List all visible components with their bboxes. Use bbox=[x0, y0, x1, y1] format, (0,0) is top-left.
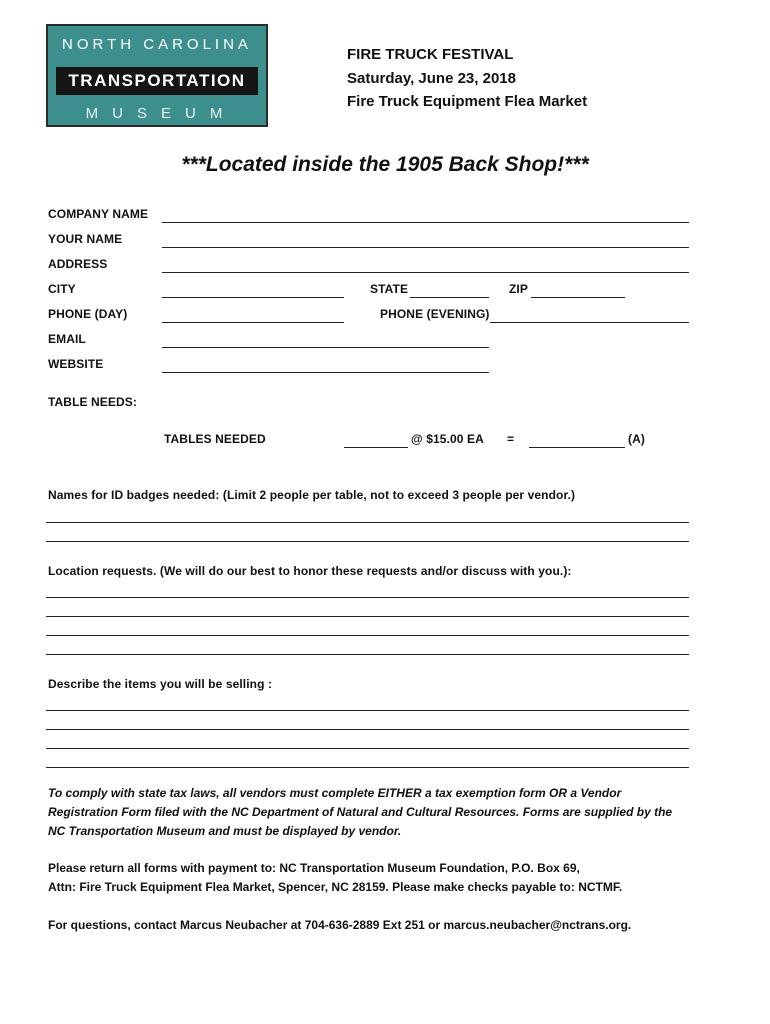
tables-needed-label: TABLES NEEDED bbox=[164, 432, 266, 446]
table-needs-heading: TABLE NEEDS: bbox=[48, 395, 137, 409]
location-line-2[interactable] bbox=[46, 600, 689, 617]
zip-field[interactable] bbox=[531, 281, 625, 298]
tax-notice-line-1: To comply with state tax laws, all vendors must complete EITHER a tax exemption form OR a Vendor bbox=[48, 786, 622, 800]
location-line-3[interactable] bbox=[46, 619, 689, 636]
zip-label: ZIP bbox=[509, 282, 528, 296]
address-label: ADDRESS bbox=[48, 257, 108, 271]
badges-line-1[interactable] bbox=[46, 506, 689, 523]
tables-total-field[interactable] bbox=[529, 431, 625, 448]
event-name: Fire Truck Equipment Flea Market bbox=[347, 93, 588, 110]
location-line-1[interactable] bbox=[46, 581, 689, 598]
phone-evening-label: PHONE (EVENING) bbox=[380, 307, 490, 321]
tax-notice-line-2: Registration Form filed with the NC Department of Natural and Cultural Resources. Forms are supplied by the bbox=[48, 805, 673, 819]
city-label: CITY bbox=[48, 282, 76, 296]
badges-line-2[interactable] bbox=[46, 525, 689, 542]
website-field[interactable] bbox=[162, 356, 489, 373]
items-prompt: Describe the items you will be selling : bbox=[48, 677, 273, 691]
event-date: Saturday, June 23, 2018 bbox=[347, 70, 516, 87]
items-line-4[interactable] bbox=[46, 751, 689, 768]
location-line-4[interactable] bbox=[46, 638, 689, 655]
page-headline: ***Located inside the 1905 Back Shop!*** bbox=[181, 153, 589, 176]
tax-notice-line-3: NC Transportation Museum and must be displayed by vendor. bbox=[48, 824, 402, 838]
items-line-2[interactable] bbox=[46, 713, 689, 730]
website-label: WEBSITE bbox=[48, 357, 104, 371]
email-label: EMAIL bbox=[48, 332, 86, 346]
your-name-field[interactable] bbox=[162, 231, 689, 248]
company-name-field[interactable] bbox=[162, 206, 689, 223]
city-field[interactable] bbox=[162, 281, 344, 298]
total-a-label: (A) bbox=[628, 432, 645, 446]
company-name-label: COMPANY NAME bbox=[48, 207, 149, 221]
items-line-3[interactable] bbox=[46, 732, 689, 749]
contact-info: For questions, contact Marcus Neubacher at 704-636-2889 Ext 251 or marcus.neubacher@nctrans.org. bbox=[48, 918, 632, 932]
address-field[interactable] bbox=[162, 256, 689, 273]
logo-line-museum: MUSEUM bbox=[85, 105, 237, 122]
museum-logo bbox=[46, 24, 268, 127]
location-prompt: Location requests. (We will do our best to honor these requests and/or discuss with you.): bbox=[48, 564, 572, 578]
badges-prompt: Names for ID badges needed: (Limit 2 people per table, not to exceed 3 people per vendor.) bbox=[48, 488, 576, 502]
event-title: FIRE TRUCK FESTIVAL bbox=[347, 46, 514, 63]
logo-line-transportation: TRANSPORTATION bbox=[56, 67, 258, 95]
return-line-2: Attn: Fire Truck Equipment Flea Market, Spencer, NC 28159. Please make checks payable to: NCTMF. bbox=[48, 880, 623, 894]
return-instructions bbox=[48, 859, 622, 897]
phone-day-field[interactable] bbox=[162, 306, 344, 323]
your-name-label: YOUR NAME bbox=[48, 232, 123, 246]
equals-sign: = bbox=[507, 432, 515, 446]
table-price-label: @ $15.00 EA bbox=[411, 432, 484, 446]
tax-notice bbox=[48, 784, 672, 841]
items-line-1[interactable] bbox=[46, 694, 689, 711]
logo-line-north-carolina: NORTH CAROLINA bbox=[62, 36, 252, 53]
return-line-1: Please return all forms with payment to: NC Transportation Museum Foundation, P.O. Box 69, bbox=[48, 861, 580, 875]
phone-evening-field[interactable] bbox=[490, 306, 689, 323]
state-label: STATE bbox=[370, 282, 409, 296]
tables-needed-field[interactable] bbox=[344, 431, 408, 448]
state-field[interactable] bbox=[410, 281, 489, 298]
email-field[interactable] bbox=[162, 331, 489, 348]
phone-day-label: PHONE (DAY) bbox=[48, 307, 128, 321]
